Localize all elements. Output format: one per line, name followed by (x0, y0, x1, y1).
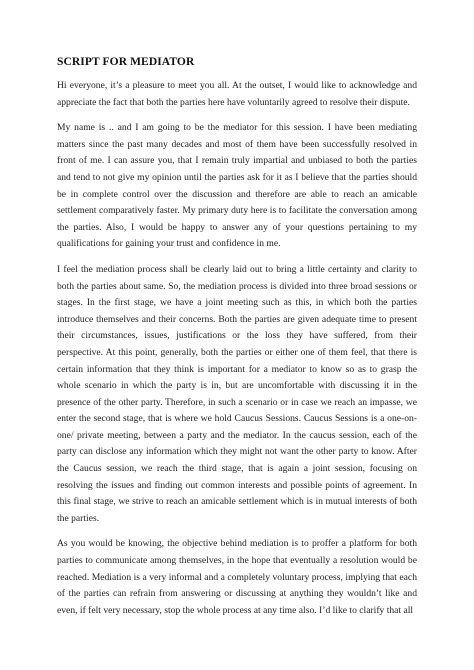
paragraph-introduction: My name is .. and I am going to be the mediator for this session. I have been mediating matters since the past many decades and most of them have been successfully resolved in front of me. I can assure you, that I remain truly impartial and unbiased to both the parties and tend to not give my opinion until the parties ask for it as I believe that the parties should be in complete control over the discussion and therefore are able to reach an amicable settlement comparatively faster. My primary duty here is to facilitate the conversation among the parties. Also, I would be happy to answer any of your questions pertaining to my qualifications for gaining your trust and confidence in me. (57, 122, 417, 250)
paragraph-objective: As you would be knowing, the objective behind mediation is to proffer a platform for both parties to communicate among themselves, in the hope that eventually a resolution would be reached. Mediation is a very informal and a completely voluntary process, implying that each of the parties can refrain from answering or discussing at anything they wouldn’t like and even, if felt very necessary, stop the whole process at any time also. I’d like to clarify that all (57, 538, 417, 616)
document-title: SCRIPT FOR MEDIATOR (57, 56, 195, 68)
document-page (57, 55, 417, 628)
paragraph-greeting: Hi everyone, it’s a pleasure to meet you all. At the outset, I would like to acknowledge and appreciate the fact that both the parties here have voluntarily agreed to resolve their dispute. (57, 80, 417, 108)
paragraph-process-stages: I feel the mediation process shall be clearly laid out to bring a little certainty and clarity to both the parties about same. So, the mediation process is divided into three broad sessions or stages. In the first stage, we have a joint meeting such as this, in which both the parties introduce themselves and their concerns. Both the parties are given adequate time to present their circumstances, issues, justifications or the loss they have suffered, from their perspective. At this point, generally, both the parties or either one of them feel, that there is certain information that they think is important for a mediator to know so as to grasp the whole scenario in which the party is in, but are uncomfortable with discussing it in the presence of the other party. Therefore, in such a scenario or in case we reach an impasse, we enter the second stage, that is where we hold Caucus Sessions. Caucus Sessions is a one-on-one/ private meeting, between a party and the mediator. In the caucus session, each of the party can disclose any information which they might not want the other party to know. After the Caucus session, we reach the third stage, that is again a joint session, focusing on resolving the issues and finding out common interests and possible points of agreement. In this final stage, we strive to reach an amicable settlement which is in mutual interests of both the parties. (57, 263, 417, 524)
